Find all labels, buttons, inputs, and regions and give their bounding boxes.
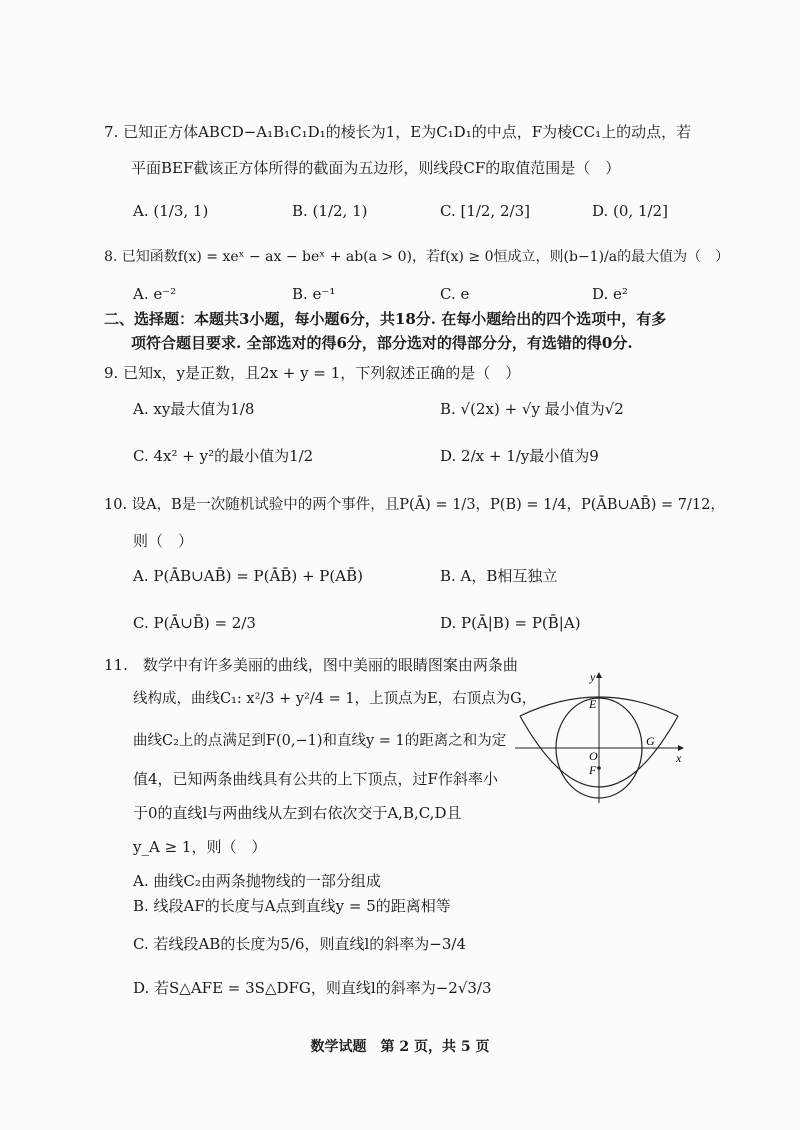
label-y: y: [590, 670, 596, 684]
label-f: F: [589, 763, 597, 777]
point-f: [597, 766, 601, 770]
q7-option-c: C. [1/2, 2/3]: [440, 202, 530, 220]
q10-stem-line1: 10. 设A，B是一次随机试验中的两个事件，且P(Ā) = 1/3，P(B) = 1/4，P(ĀB∪AB̄) = 7/12，: [104, 497, 725, 513]
q7-option-a: A. (1/3, 1): [133, 202, 209, 220]
q11-stem-line3: 曲线C₂上的点满足到F(0,−1)和直线y = 1的距离之和为定: [133, 733, 507, 749]
section2-line1: 二、选择题：本题共3小题，每小题6分，共18分. 在每小题给出的四个选项中，有多: [104, 310, 667, 328]
q11-option-b: B. 线段AF的长度与A点到直线y = 5的距离相等: [133, 897, 451, 915]
q10-option-c: C. P(Ā∪B̄) = 2/3: [133, 614, 256, 632]
page-footer: 数学试题 第 2 页，共 5 页: [310, 1039, 490, 1055]
q11-stem-line2: 线构成，曲线C₁: x²/3 + y²/4 = 1，上顶点为E，右顶点为G，: [133, 691, 537, 707]
q9-option-d: D. 2/x + 1/y最小值为9: [440, 447, 599, 465]
q7-option-d: D. (0, 1/2]: [592, 202, 668, 220]
q8-option-c: C. e: [440, 285, 470, 303]
q9-option-c: C. 4x² + y²的最小值为1/2: [133, 447, 314, 465]
q9-option-b: B. √(2x) + √y 最小值为√2: [440, 400, 624, 418]
q11-stem-line4: 值4，已知两条曲线具有公共的上下顶点，过F作斜率小: [133, 770, 498, 788]
q11-stem-line5: 于0的直线l与两曲线从左到右依次交于A,B,C,D且: [133, 804, 462, 822]
q10-option-a: A. P(ĀB∪AB̄) = P(ĀB̄) + P(AB̄): [133, 567, 363, 585]
label-g: G: [646, 734, 655, 748]
q11-stem-line6: y_A ≥ 1，则（ ）: [133, 838, 267, 856]
section2-line2: 项符合题目要求. 全部选对的得6分，部分选对的得部分分，有选错的得0分.: [131, 334, 633, 352]
label-e: E: [589, 697, 597, 711]
q11-option-a: A. 曲线C₂由两条抛物线的一部分组成: [133, 872, 381, 890]
q10-stem-line2: 则（ ）: [133, 532, 194, 550]
y-axis-arrow: [596, 672, 602, 678]
q7-option-b: B. (1/2, 1): [292, 202, 368, 220]
q11-option-d: D. 若S△AFE = 3S△DFG，则直线l的斜率为−2√3/3: [133, 979, 492, 997]
q8-option-a: A. e⁻²: [133, 285, 177, 303]
q10-option-d: D. P(Ā|B) = P(B̄|A): [440, 614, 581, 632]
q10-option-b: B. A，B相互独立: [440, 567, 558, 585]
q7-stem-line1: 7. 已知正方体ABCD−A₁B₁C₁D₁的棱长为1，E为C₁D₁的中点，F为棱CC₁上的动点，若: [104, 123, 692, 141]
eye-figure: [510, 668, 690, 808]
q9-option-a: A. xy最大值为1/8: [133, 400, 255, 418]
q11-option-c: C. 若线段AB的长度为5/6，则直线l的斜率为−3/4: [133, 935, 466, 953]
q8-option-b: B. e⁻¹: [292, 285, 336, 303]
q8-option-d: D. e²: [592, 285, 628, 303]
q8-stem: 8. 已知函数f(x) = xeˣ − ax − beˣ + ab(a > 0)，若f(x) ≥ 0恒成立，则(b−1)/a的最大值为（ ）: [104, 249, 730, 265]
label-x: x: [676, 751, 682, 765]
label-o: O: [589, 749, 598, 763]
q9-stem: 9. 已知x，y是正数，且2x + y = 1，下列叙述正确的是（ ）: [104, 364, 521, 382]
q11-stem-line1: 11. 数学中有许多美丽的曲线，图中美丽的眼睛图案由两条曲: [104, 656, 518, 674]
q7-stem-line2: 平面BEF截该正方体所得的截面为五边形，则线段CF的取值范围是（ ）: [131, 159, 621, 177]
